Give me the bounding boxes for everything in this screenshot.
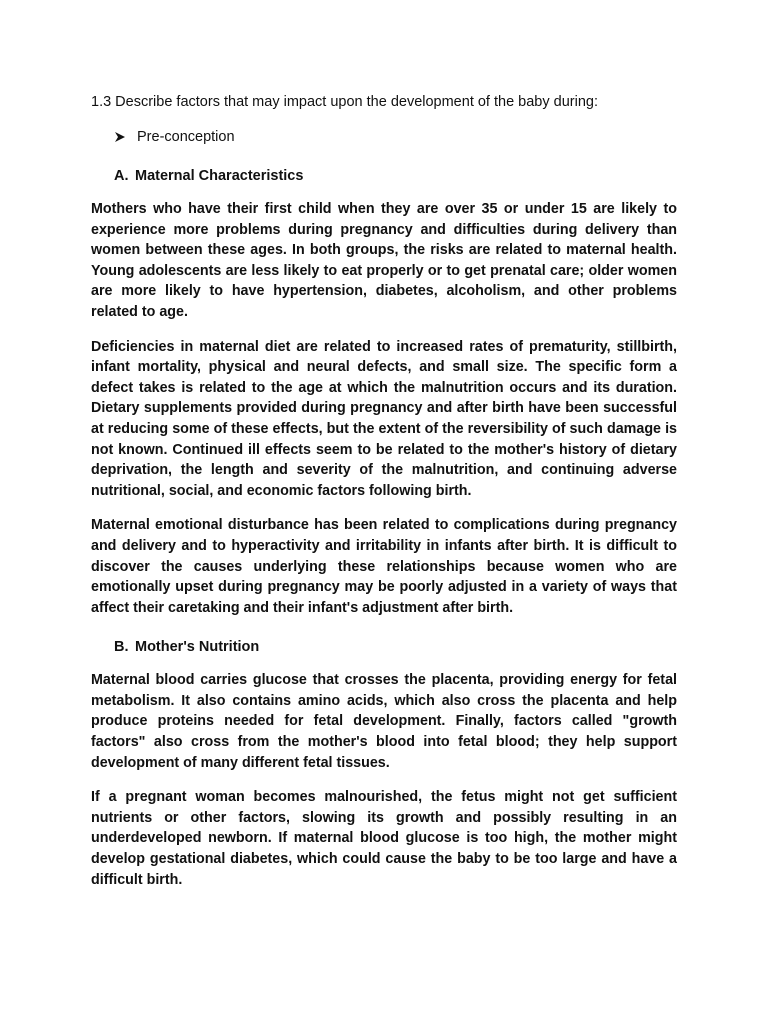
paragraph-malnourishment: If a pregnant woman becomes malnourished, the fetus might not get sufficient nutrients or other factors, slowing its growth and possibly resulting in an underdeveloped newborn. If maternal blood glucose is too high, the mother might develop gestational diabetes, which could cause the baby to be too large and have a difficult birth. (91, 789, 677, 888)
section-a-letter: A. (114, 168, 129, 184)
section-b-title-text: Mother's Nutrition (135, 639, 260, 656)
section-b-letter: B. (114, 639, 129, 656)
paragraph-emotional-disturbance: Maternal emotional disturbance has been related to complications during pregnancy and delivery and to hyperactivity and irritability in infants after birth. It is difficult to discover the causes underlying these relationships because women who are emotionally upset during pregnancy may be poorly adjusted in a variety of ways that affect their caretaking and their infant's adjustment after birth. (91, 517, 677, 616)
paragraph-maternal-blood: Maternal blood carries glucose that crosses the placenta, providing energy for fetal metabolism. It also contains amino acids, which also cross the placenta and help produce proteins needed for fetal development. Finally, factors called "growth factors" also cross from the mother's blood into fetal blood; they help support development of many different fetal tissues. (91, 672, 677, 771)
section-a-title-text: Maternal Characteristics (135, 168, 304, 184)
section-a-title (114, 166, 677, 186)
bullet-item-pre-conception (91, 127, 677, 147)
arrowhead-bullet-icon (115, 127, 125, 147)
bullet-label: Pre-conception (137, 129, 235, 145)
question-heading: 1.3 Describe factors that may impact upon the development of the baby during: (91, 94, 598, 110)
document-page (91, 92, 677, 890)
paragraph-maternal-diet: Deficiencies in maternal diet are related to increased rates of prematurity, stillbirth, infant mortality, physical and neural defects, and small size. The specific form a defect takes is related to the age at which the malnutrition occurs and its duration. Dietary supplements provided during pregnancy and after birth have been successful at reducing some of these effects, but the extent of the reversibility of such damage is not known. Continued ill effects seem to be related to the mother's history of dietary deprivation, the length and severity of the malnutrition, and continuing adverse nutritional, social, and economic factors following birth. (91, 338, 677, 499)
paragraph-maternal-age: Mothers who have their first child when they are over 35 or under 15 are likely to experience more problems during pregnancy and difficulties during delivery than women between these ages. In both groups, the risks are related to maternal health. Young adolescents are less likely to eat properly or to get prenatal care; older women are more likely to have hypertension, diabetes, alcoholism, and other problems related to age. (91, 201, 677, 320)
section-b-title (114, 637, 677, 657)
